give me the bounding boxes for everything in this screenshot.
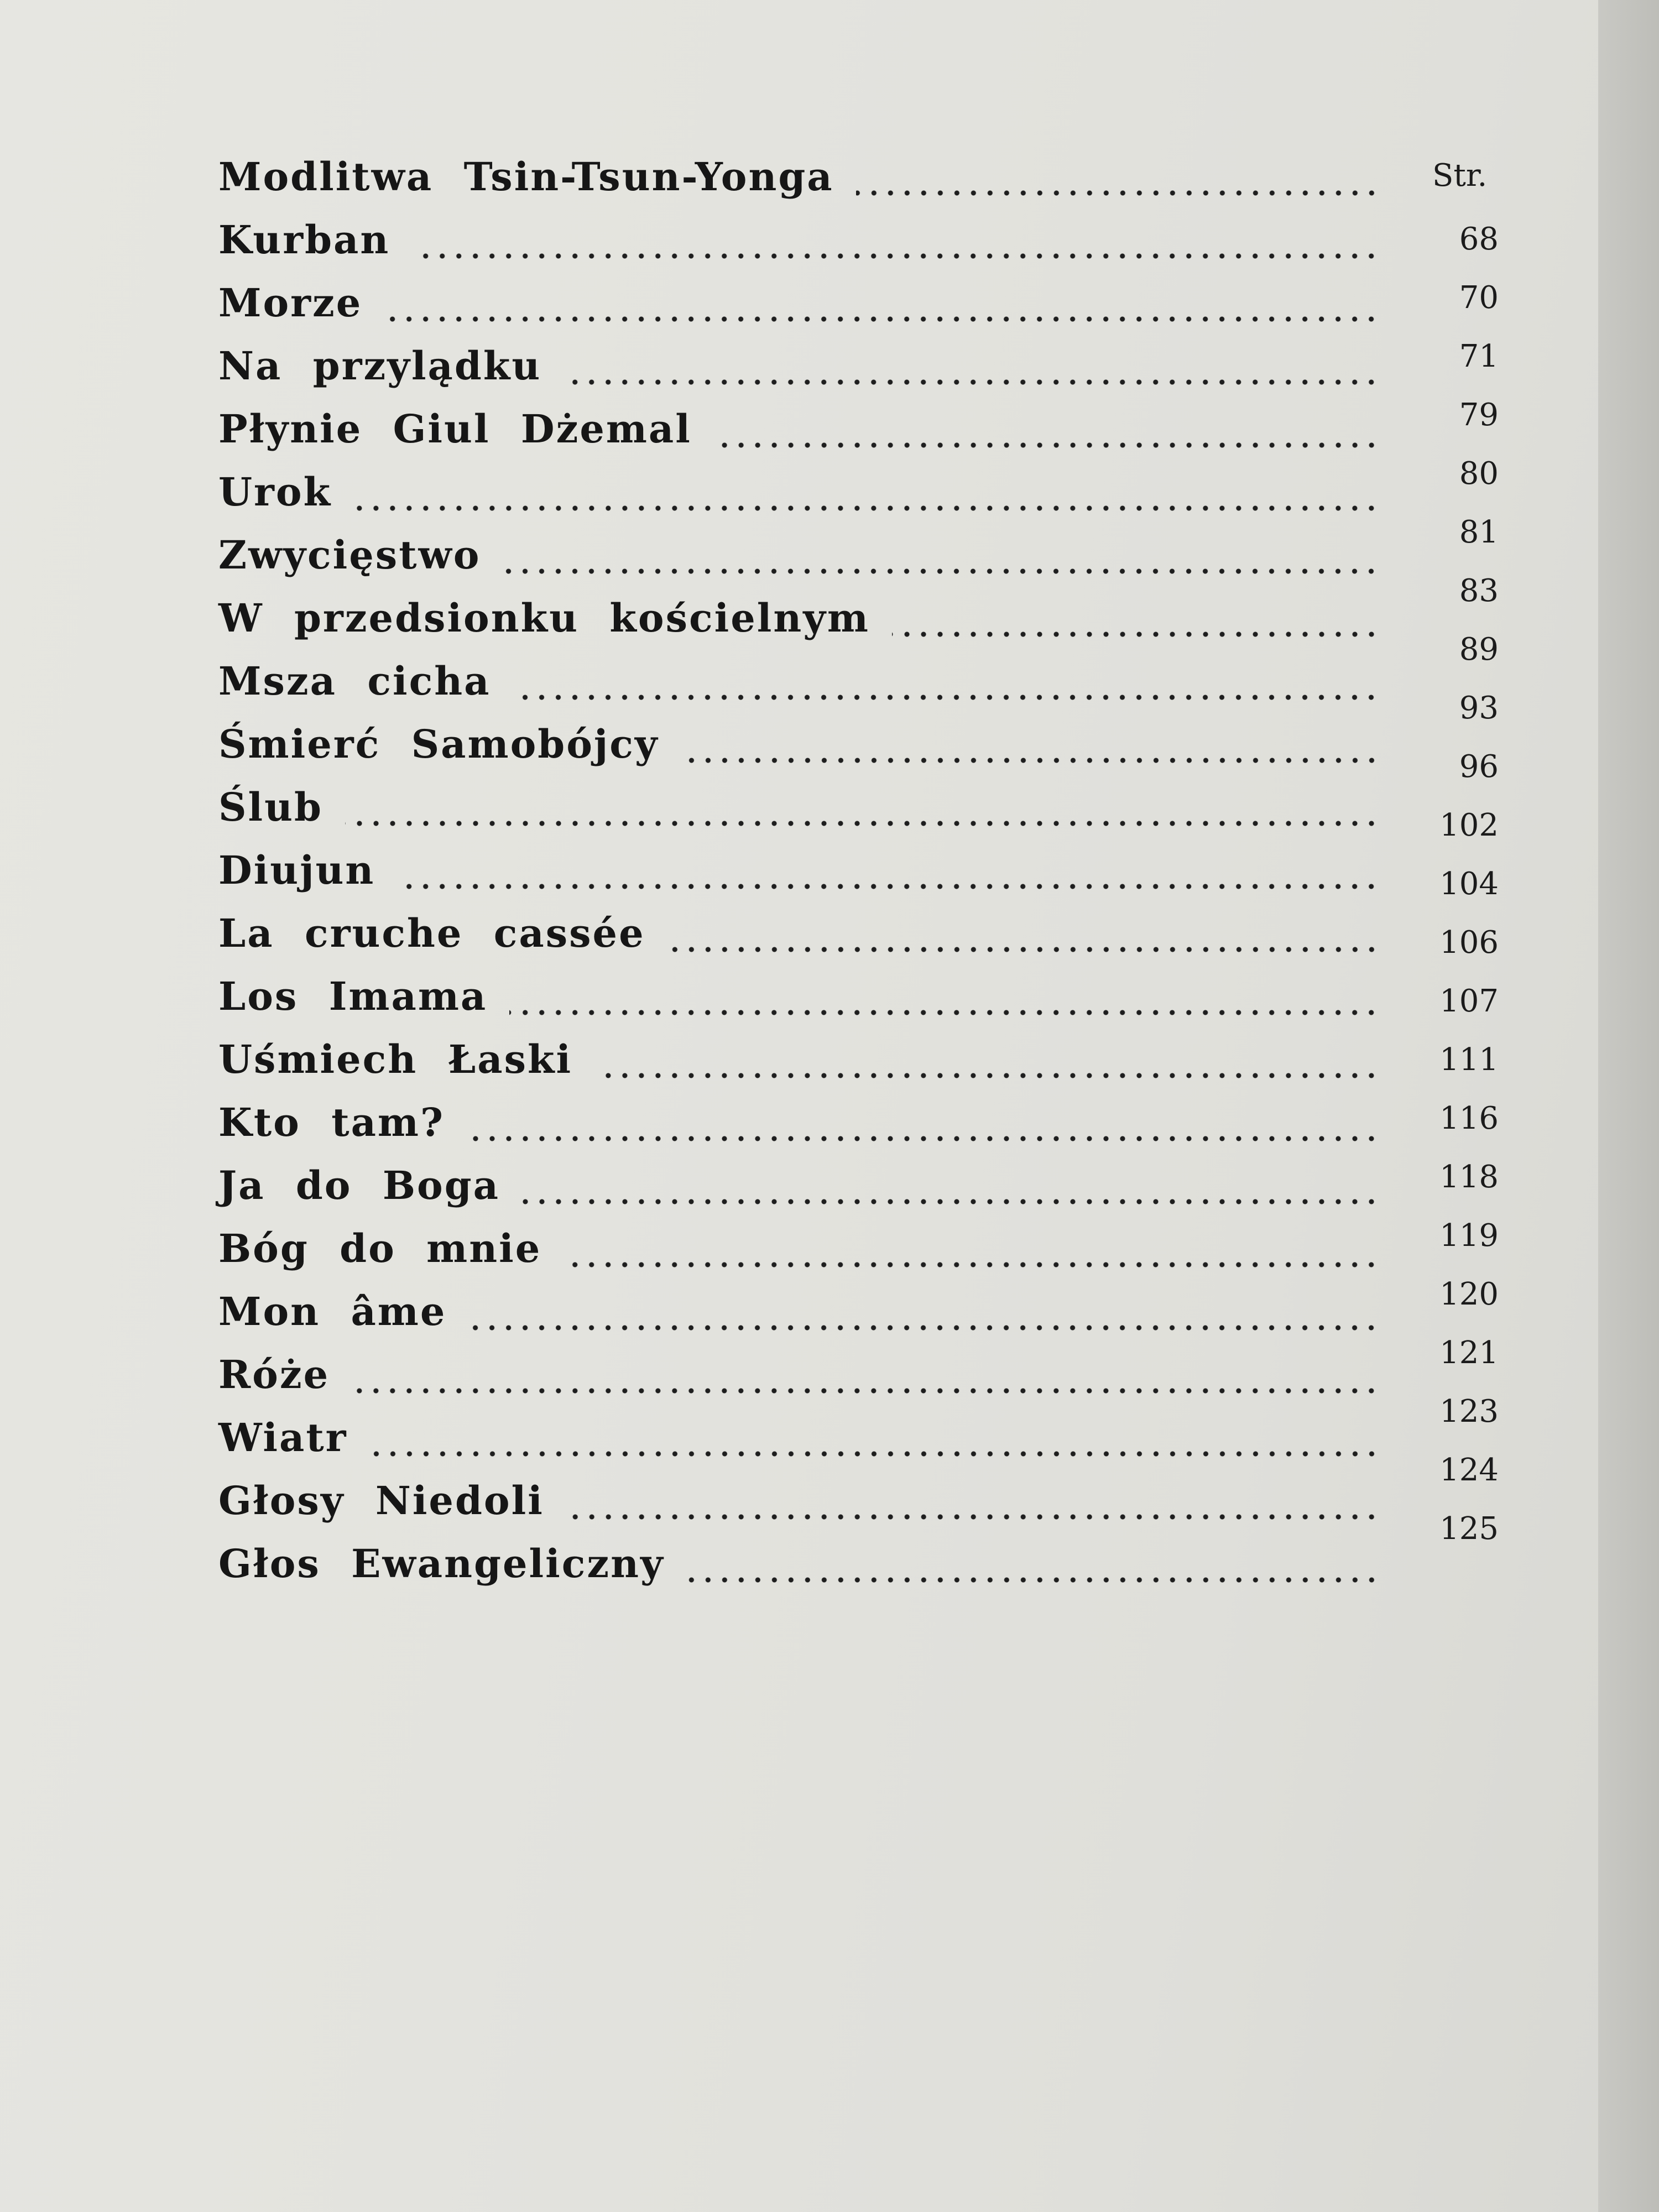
dot-leader xyxy=(681,757,1380,764)
dot-leader xyxy=(564,1261,1380,1269)
toc-list xyxy=(218,155,1380,1605)
toc-entry-title: Mon âme xyxy=(218,1288,447,1334)
dot-leader xyxy=(345,820,1380,827)
page-column-header: Str. xyxy=(1432,158,1488,194)
page-number: 89 xyxy=(1459,632,1499,667)
page-number: 102 xyxy=(1439,807,1499,843)
toc-entry xyxy=(218,848,1380,911)
page-number: 119 xyxy=(1439,1218,1499,1254)
toc-entry-title: Ja do Boga xyxy=(218,1162,500,1208)
toc-entry-title: Płynie Giul Dżemal xyxy=(218,406,692,452)
dot-leader xyxy=(714,441,1380,449)
page-number-column xyxy=(1421,220,1499,1568)
page-number: 125 xyxy=(1439,1511,1499,1547)
dot-leader xyxy=(503,567,1380,575)
toc-entry xyxy=(218,155,1380,218)
dot-leader xyxy=(892,630,1380,638)
dot-leader xyxy=(564,378,1380,386)
page-number: 79 xyxy=(1459,397,1499,433)
toc-entry-title: Wiatr xyxy=(218,1415,348,1460)
page-number: 68 xyxy=(1459,221,1499,257)
toc-entry-title: Los Imama xyxy=(218,973,488,1019)
toc-entry-title: Zwycięstwo xyxy=(218,532,481,578)
toc-entry xyxy=(218,974,1380,1037)
dot-leader xyxy=(352,1387,1380,1395)
toc-entry xyxy=(218,596,1380,659)
toc-entry-title: Modlitwa Tsin-Tsun-Yonga xyxy=(218,154,834,200)
dot-leader xyxy=(467,1135,1380,1142)
toc-entry-title: Urok xyxy=(218,469,332,515)
dot-leader xyxy=(856,189,1380,197)
toc-entry-title: Śmierć Samobójcy xyxy=(218,721,659,767)
toc-entry xyxy=(218,1353,1380,1416)
toc-entry-title: Diujun xyxy=(218,847,375,893)
page-number: 118 xyxy=(1439,1159,1499,1195)
toc-entry xyxy=(218,344,1380,407)
dot-leader xyxy=(468,1324,1380,1332)
dot-leader xyxy=(412,252,1380,260)
page-number: 81 xyxy=(1459,514,1499,550)
page-edge xyxy=(1598,0,1659,2212)
toc-entry xyxy=(218,1100,1380,1164)
toc-entry xyxy=(218,1479,1380,1542)
toc-entry-title: Kto tam? xyxy=(218,1099,445,1145)
toc-entry-title: Kurban xyxy=(218,217,390,263)
toc-entry-title: Na przylądku xyxy=(218,343,542,389)
page-number: 123 xyxy=(1439,1394,1499,1430)
toc-entry-title: Msza cicha xyxy=(218,658,491,704)
page-number: 124 xyxy=(1439,1452,1499,1488)
dot-leader xyxy=(667,946,1380,953)
page-number: 71 xyxy=(1459,338,1499,374)
toc-entry xyxy=(218,1416,1380,1479)
dot-leader xyxy=(687,1576,1380,1584)
toc-entry-title: W przedsionku kościelnym xyxy=(218,595,870,641)
toc-entry xyxy=(218,533,1380,596)
page-number: 70 xyxy=(1459,280,1499,316)
toc-entry xyxy=(218,281,1380,344)
page-number: 80 xyxy=(1459,456,1499,492)
page-number: 104 xyxy=(1439,866,1499,902)
toc-entry xyxy=(218,911,1380,974)
toc-entry-title: Głos Ewangeliczny xyxy=(218,1541,665,1587)
dot-leader xyxy=(397,883,1380,890)
dot-leader xyxy=(509,1009,1380,1016)
toc-entry xyxy=(218,1037,1380,1100)
toc-entry xyxy=(218,785,1380,848)
toc-entry xyxy=(218,1164,1380,1227)
toc-entry-title: La cruche cassée xyxy=(218,910,645,956)
toc-entry xyxy=(218,407,1380,470)
toc-entry-title: Bóg do mnie xyxy=(218,1225,542,1271)
dot-leader xyxy=(384,315,1380,323)
page-number: 83 xyxy=(1459,573,1499,609)
page-number: 107 xyxy=(1439,983,1499,1019)
toc-entry-title: Ślub xyxy=(218,784,323,830)
dot-leader xyxy=(566,1513,1380,1521)
toc-entry-title: Róże xyxy=(218,1352,330,1397)
toc-entry xyxy=(218,722,1380,785)
page-number: 106 xyxy=(1439,925,1499,961)
page-number: 93 xyxy=(1459,690,1499,726)
dot-leader xyxy=(370,1450,1380,1458)
dot-leader xyxy=(513,693,1380,701)
toc-entry xyxy=(218,659,1380,722)
toc-entry xyxy=(218,218,1380,281)
dot-leader xyxy=(594,1072,1380,1079)
page-number: 116 xyxy=(1439,1100,1499,1136)
dot-leader xyxy=(354,504,1380,512)
toc-entry xyxy=(218,1542,1380,1605)
page-number: 111 xyxy=(1439,1042,1499,1078)
toc-entry-title: Głosy Niedoli xyxy=(218,1478,544,1524)
toc-entry xyxy=(218,1227,1380,1290)
toc-entry xyxy=(218,470,1380,533)
dot-leader xyxy=(522,1198,1380,1206)
page-number: 120 xyxy=(1439,1276,1499,1312)
page-number: 121 xyxy=(1439,1335,1499,1371)
page-number: 96 xyxy=(1459,749,1499,785)
toc-entry-title: Uśmiech Łaski xyxy=(218,1036,573,1082)
toc-entry-title: Morze xyxy=(218,280,363,326)
toc-entry xyxy=(218,1290,1380,1353)
